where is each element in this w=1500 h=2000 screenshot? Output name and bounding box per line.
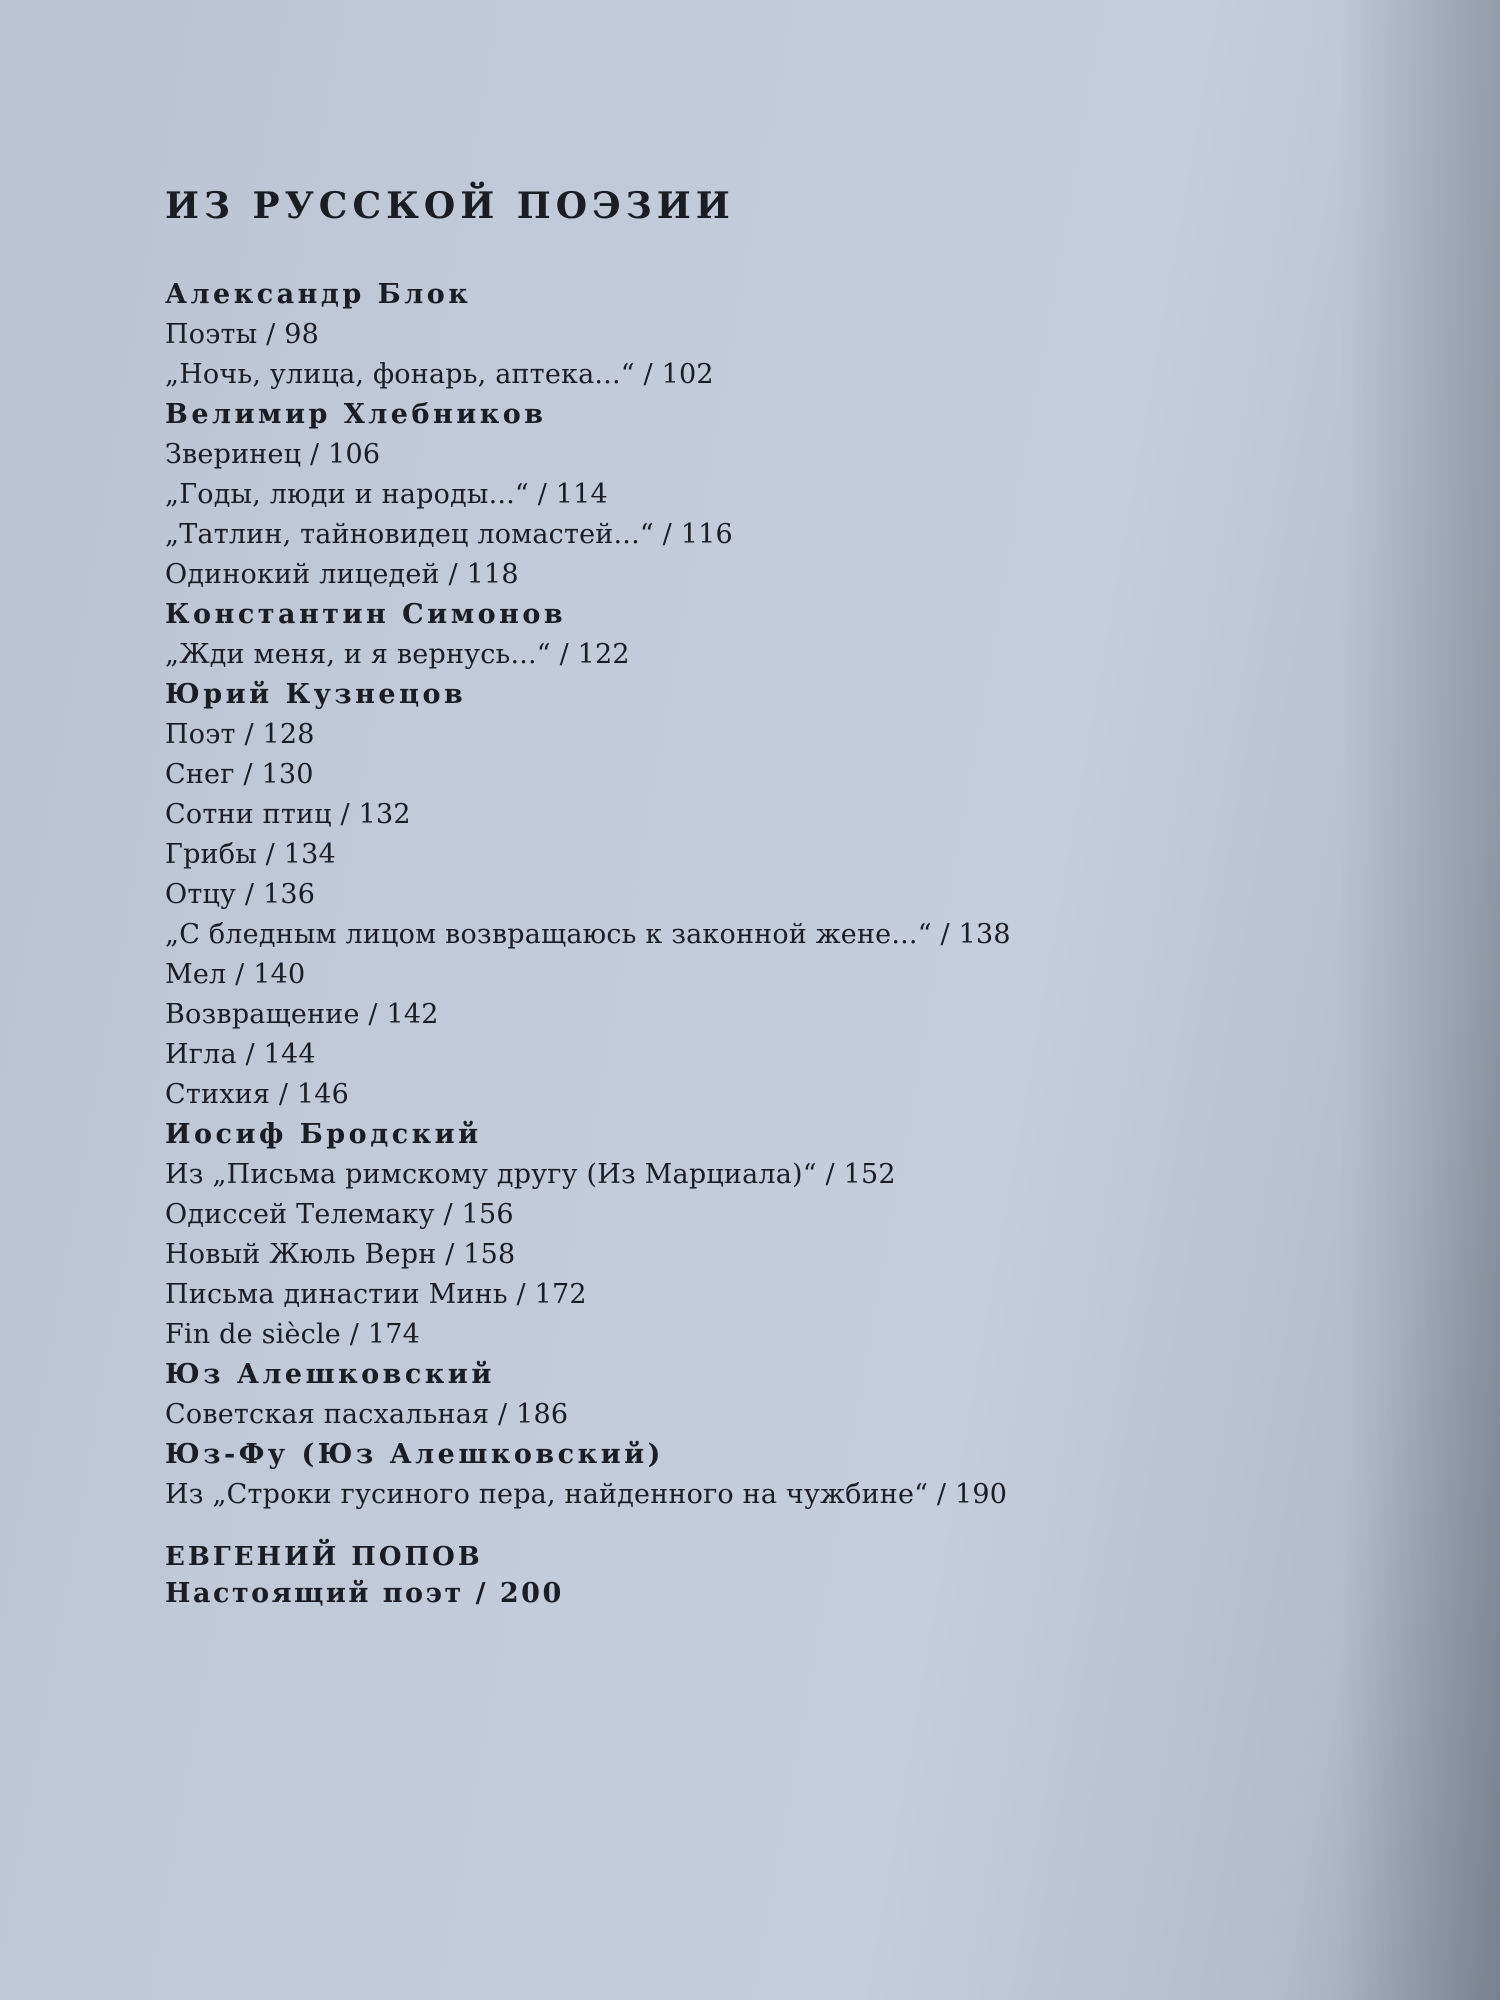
work-entry: Отцу / 136 bbox=[165, 879, 316, 910]
section-title: ИЗ РУССКОЙ ПОЭЗИИ bbox=[165, 185, 735, 227]
author-name: Юз Алешковский bbox=[165, 1359, 495, 1390]
appendix-work: Настоящий поэт / 200 bbox=[165, 1578, 564, 1609]
work-entry: Из „Письма римскому другу (Из Марциала)“ / 152 bbox=[165, 1159, 896, 1190]
entries-list bbox=[165, 275, 1365, 1515]
work-entry: Fin de siècle / 174 bbox=[165, 1319, 420, 1350]
work-entry: Игла / 144 bbox=[165, 1039, 316, 1070]
work-entry: „Жди меня, и я вернусь...“ / 122 bbox=[165, 639, 630, 670]
work-entry: „Ночь, улица, фонарь, аптека...“ / 102 bbox=[165, 359, 714, 390]
work-entry: Из „Строки гусиного пера, найденного на чужбине“ / 190 bbox=[165, 1479, 1008, 1510]
author-name: Иосиф Бродский bbox=[165, 1119, 482, 1150]
work-entry: Поэт / 128 bbox=[165, 719, 315, 750]
work-entry: „Годы, люди и народы...“ / 114 bbox=[165, 479, 608, 510]
work-entry: „Татлин, тайновидец ломастей...“ / 116 bbox=[165, 519, 733, 550]
work-entry: Письма династии Минь / 172 bbox=[165, 1279, 587, 1310]
work-entry: Грибы / 134 bbox=[165, 839, 336, 870]
work-entry: Новый Жюль Верн / 158 bbox=[165, 1239, 516, 1270]
author-name: Константин Симонов bbox=[165, 599, 567, 630]
table-of-contents bbox=[165, 185, 1365, 1613]
author-name: Юз-Фу (Юз Алешковский) bbox=[165, 1439, 664, 1470]
appendix-author: ЕВГЕНИЙ ПОПОВ bbox=[165, 1542, 483, 1572]
work-entry: Стихия / 146 bbox=[165, 1079, 350, 1110]
work-entry: Поэты / 98 bbox=[165, 319, 319, 350]
author-name: Юрий Кузнецов bbox=[165, 679, 467, 710]
author-name: Велимир Хлебников bbox=[165, 399, 547, 430]
work-entry: Советская пасхальная / 186 bbox=[165, 1399, 569, 1430]
work-entry: Возвращение / 142 bbox=[165, 999, 439, 1030]
author-name: Александр Блок bbox=[165, 279, 472, 310]
work-entry: Одиссей Телемаку / 156 bbox=[165, 1199, 514, 1230]
appendix-section bbox=[165, 1539, 1365, 1613]
work-entry: Снег / 130 bbox=[165, 759, 314, 790]
work-entry: Зверинец / 106 bbox=[165, 439, 381, 470]
work-entry: „С бледным лицом возвращаюсь к законной жене...“ / 138 bbox=[165, 919, 1011, 950]
work-entry: Одинокий лицедей / 118 bbox=[165, 559, 519, 590]
work-entry: Мел / 140 bbox=[165, 959, 306, 990]
work-entry: Сотни птиц / 132 bbox=[165, 799, 411, 830]
